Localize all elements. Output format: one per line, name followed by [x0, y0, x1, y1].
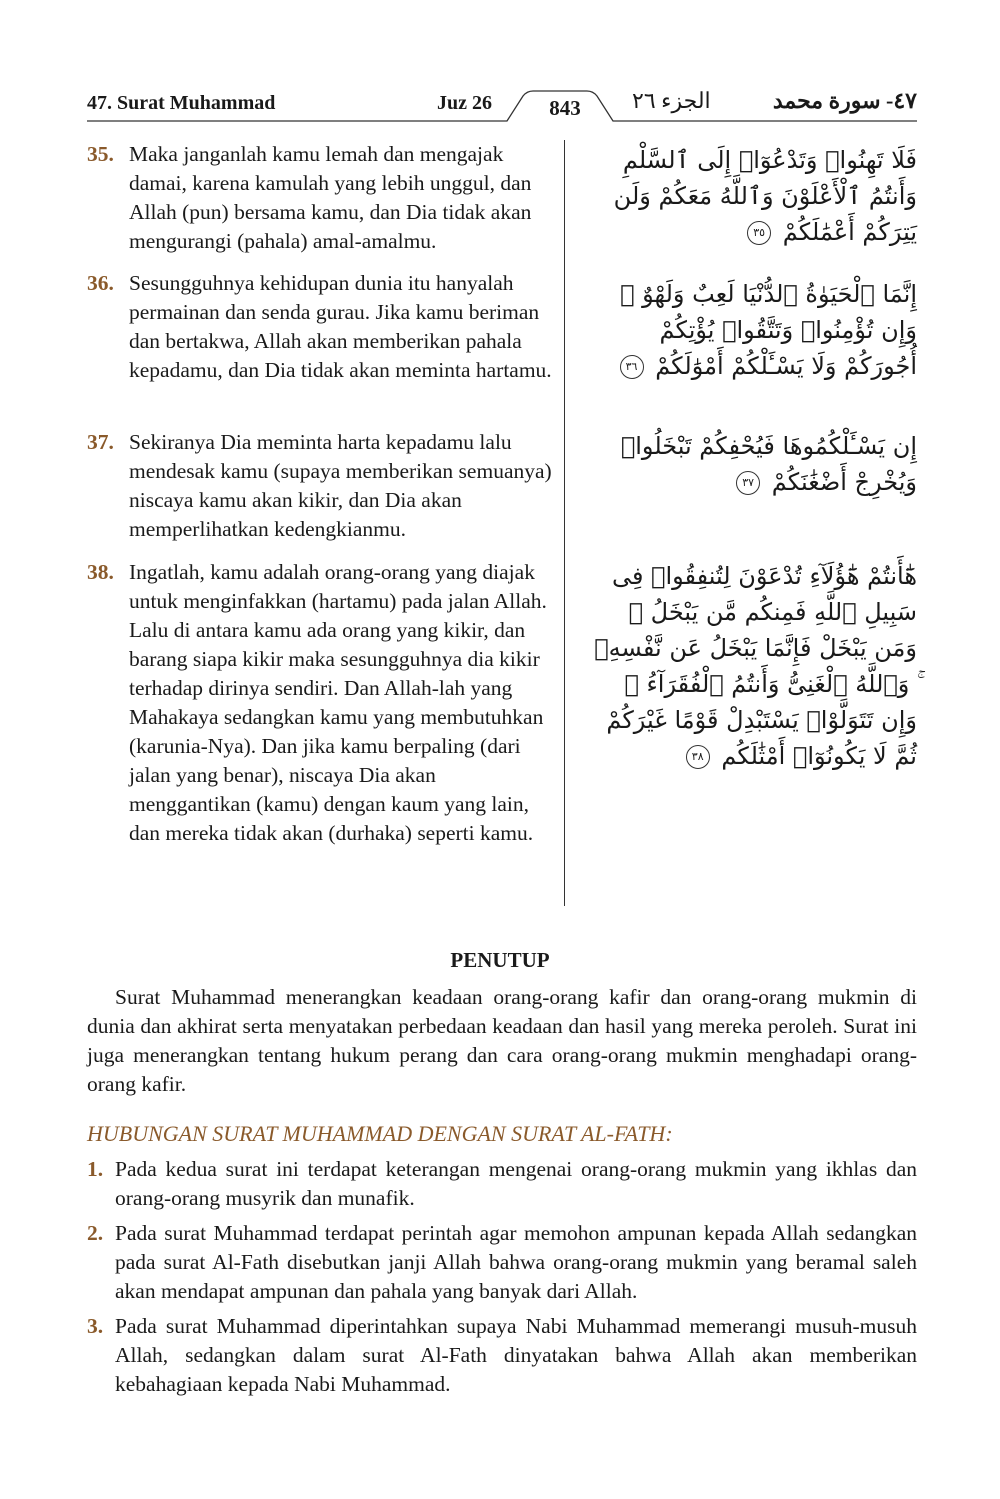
list-item-number: 3.	[87, 1314, 104, 1338]
verse-number: 37.	[87, 430, 114, 454]
juz-label: Juz 26	[437, 92, 492, 114]
list-item-text: Pada surat Muhammad terdapat perintah agar memohon ampunan kepada Allah sedangkan pada surat Al-Fath disebutkan janji Allah bahwa orang-orang mukmin yang beramal saleh akan mendapat ampunan dan pahala yang banyak dari Allah.	[115, 1221, 917, 1303]
verse-35-translation	[87, 140, 557, 256]
relation-heading: HUBUNGAN SURAT MUHAMMAD DENGAN SURAT AL-FATH:	[87, 1121, 673, 1146]
verse-37-arabic	[582, 428, 917, 500]
closing-title: PENUTUP	[450, 948, 550, 972]
list-item	[87, 1312, 917, 1399]
column-divider	[564, 140, 565, 906]
verse-number: 36.	[87, 271, 114, 295]
verse-number: 35.	[87, 142, 114, 166]
list-item-text: Pada kedua surat ini terdapat keterangan mengenai orang-orang mukmin yang ikhlas dan orang-orang musyrik dan munafik.	[115, 1157, 917, 1210]
verse-text: Maka janganlah kamu lemah dan mengajak damai, karena kamulah yang lebih unggul, dan Allah (pun) bersama kamu, dan Dia tidak akan mengurangi (pahala) amal-amalmu.	[129, 142, 532, 253]
arabic-text: فَلَا تَهِنُوا۟ وَتَدْعُوٓا۟ إِلَى ٱلسَّلْمِ وَأَنتُمُ ٱلْأَعْلَوْنَ وَٱللَّهُ مَعَكُمْ وَلَن يَتِرَكُمْ أَعْمَٰلَكُمْ	[613, 146, 917, 246]
ayah-end-mark: ٣٧	[736, 471, 760, 495]
arabic-text: إِنَّمَا ٱلْحَيَوٰةُ ٱلدُّنْيَا لَعِبٌ وَلَهْوٌ ۚ وَإِن تُؤْمِنُوا۟ وَتَتَّقُوا۟ يُؤْتِكُمْ أُجُورَكُمْ وَلَا يَسْـَٔلْكُمْ أَمْوَٰلَكُمْ	[620, 280, 917, 380]
verse-35-arabic	[582, 142, 917, 250]
verse-text: Ingatlah, kamu adalah orang-orang yang diajak untuk menginfakkan (hartamu) pada jalan Allah. Lalu di antara kamu ada orang yang kikir, dan barang siapa kikir maka sesungguhnya dia kikir terhadap dirinya sendiri. Dan Allah-lah yang Mahakaya sedangkan kamu yang membutuhkan (karunia-Nya). Dan jika kamu berpaling (dari jalan yang benar), niscaya Dia akan menggantikan (kamu) dengan kaum yang lain, dan mereka tidak akan (durhaka) seperti kamu.	[129, 560, 547, 845]
juz-label-arabic: الجزء ٢٦	[632, 88, 711, 113]
relation-list	[87, 1155, 917, 1405]
verse-38-translation	[87, 558, 557, 848]
list-item	[87, 1219, 917, 1306]
ayah-end-mark: ٣٨	[686, 745, 710, 769]
arabic-text: إِن يَسْـَٔلْكُمُوهَا فَيُحْفِكُمْ تَبْخَلُوا۟ وَيُخْرِجْ أَضْغَٰنَكُمْ	[620, 432, 917, 496]
verse-38-arabic	[582, 558, 917, 774]
verses-section	[87, 140, 917, 910]
page-number: 843	[549, 96, 581, 120]
list-item-text: Pada surat Muhammad diperintahkan supaya Nabi Muhammad memerangi musuh-musuh Allah, sedangkan dalam surat Al-Fath dinyatakan bahwa Allah akan memberikan kebahagiaan kepada Nabi Muhammad.	[115, 1314, 917, 1396]
page-header	[87, 88, 917, 128]
verse-text: Sekiranya Dia meminta harta kepadamu lalu mendesak kamu (supaya memberikan semuanya) niscaya kamu akan kikir, dan Dia akan memperlihatkan kedengkianmu.	[129, 430, 552, 541]
verse-37-translation	[87, 428, 557, 544]
verse-number: 38.	[87, 560, 114, 584]
list-item-number: 1.	[87, 1157, 104, 1181]
ayah-end-mark: ٣٥	[747, 221, 771, 245]
verse-36-arabic	[582, 276, 917, 384]
arabic-text: هَٰٓأَنتُمْ هَٰٓؤُلَآءِ تُدْعَوْنَ لِتُنفِقُوا۟ فِى سَبِيلِ ٱللَّهِ فَمِنكُم مَّن يَبْخَلُ ۖ وَمَن يَبْخَلْ فَإِنَّمَا يَبْخَلُ عَن نَّفْسِهِۦ ۚ وَٱللَّهُ ٱلْغَنِىُّ وَأَنتُمُ ٱلْفُقَرَآءُ ۚ وَإِن تَتَوَلَّوْا۟ يَسْتَبْدِلْ قَوْمًا غَيْرَكُمْ ثُمَّ لَا يَكُونُوٓا۟ أَمْثَٰلَكُم	[594, 562, 917, 770]
verse-text: Sesungguhnya kehidupan dunia itu hanyalah permainan dan senda gurau. Jika kamu beriman dan bertakwa, Allah akan memberikan pahala kepadamu, dan Dia tidak akan meminta hartamu.	[129, 271, 552, 382]
closing-paragraph: Surat Muhammad menerangkan keadaan orang-orang kafir dan orang-orang mukmin di dunia dan akhirat serta menyatakan perbedaan keadaan dan hasil yang mereka peroleh. Surat ini juga menerangkan tentang hukum perang dan cara orang-orang mukmin menghadapi orang-orang kafir.	[87, 985, 917, 1096]
surah-title-arabic: ٤٧- سورة محمد	[772, 88, 917, 113]
verse-36-translation	[87, 269, 557, 385]
list-item-number: 2.	[87, 1221, 104, 1245]
list-item	[87, 1155, 917, 1213]
surah-title: 47. Surat Muhammad	[87, 92, 276, 114]
ayah-end-mark: ٣٦	[620, 355, 644, 379]
